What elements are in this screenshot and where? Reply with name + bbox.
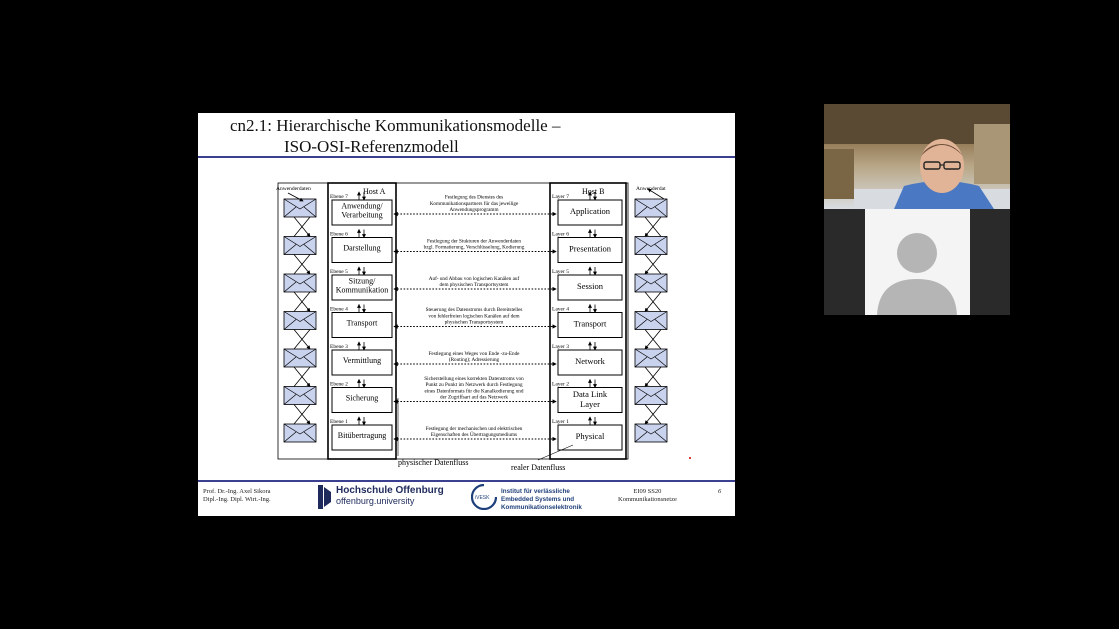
host-b-layer-name-7: Application	[569, 206, 611, 216]
host-a-layer-name-2: Sicherung	[345, 393, 379, 403]
footer-course	[618, 488, 677, 504]
red-dot	[689, 457, 691, 459]
layer-description-2: Sicherstellung eines korrekten Datenstroms von	[424, 375, 524, 382]
avatar-background	[865, 209, 970, 315]
layer-description-6: bzgl. Formatierung, Verschlüsselung, Kodierung	[423, 244, 525, 251]
layer-description-4: Steuerung des Datenstroms durch Bereitstelles	[425, 307, 523, 314]
slide-title-line2: ISO-OSI-Referenzmodell	[284, 137, 459, 156]
slide-title-line1: cn2.1: Hierarchische Kommunikationsmodelle –	[230, 116, 561, 135]
host-b-layer-name-1: Physical	[575, 431, 605, 441]
host-a-layer-name-4: Transport	[346, 318, 378, 328]
layer-description-5: dem physischen Transportsystem	[439, 282, 509, 288]
host-a-level-7: Ebene 7	[330, 194, 348, 200]
participant-avatar-tile[interactable]	[824, 209, 1010, 315]
host-a-layer-name-5: Kommunikation	[335, 285, 389, 295]
layer-description-2: Punkt zu Punkt im Netzwerk durch Festlegung	[425, 382, 523, 389]
host-a-layer-name-7: Verarbeitung	[341, 210, 383, 220]
layer-description-1: Eigenschaften des Übertragungsmediums	[430, 432, 518, 438]
host-a-layer-name-6: Darstellung	[343, 243, 381, 253]
host-a-level-2: Ebene 2	[330, 381, 348, 388]
host-b-level-7: Layer 7	[552, 194, 569, 200]
host-b-layer-name-3: Network	[575, 356, 605, 366]
host-a-level-4: Ebene 4	[330, 306, 348, 313]
course-code: EI09 SS20	[633, 488, 662, 495]
ivesk-logo	[471, 484, 621, 516]
footer-divider	[198, 480, 735, 482]
host-b-layer-name-2: Data Link	[572, 389, 608, 399]
layer-description-7: Kommunikationspartners für das jeweilige	[429, 200, 519, 207]
layer-description-7: Anwendungsprogramm	[449, 207, 499, 213]
layer-description-6: Festlegung der Stukturen der Anwenderdaten	[427, 238, 521, 245]
osi-diagram	[198, 113, 735, 480]
layer-description-5: Auf- und Abbau von logischen Kanälen auf	[428, 275, 520, 282]
university-subtitle: offenburg.university	[336, 496, 415, 506]
host-b-layer-name-6: Presentation	[568, 243, 612, 254]
layer-description-1: Festlegung der mechanischen und elektrischen	[425, 425, 523, 432]
host-b-level-1: Layer 1	[552, 419, 569, 425]
host-b-level-5: Layer 5	[552, 269, 569, 275]
host-b-level-4: Layer 4	[552, 306, 569, 313]
hochschule-logo	[318, 485, 448, 511]
host-b-label: Host B	[582, 187, 605, 196]
hochschule-mark-icon	[318, 485, 331, 509]
footer-author-2: Dipl.-Ing. Dipl. Wirt.-Ing.	[203, 496, 271, 503]
host-a-level-5: Ebene 5	[330, 269, 348, 275]
ivesk-mark-icon	[471, 484, 497, 510]
host-a-label: Host A	[363, 187, 386, 196]
host-b-layer-name-4: Transport	[573, 318, 607, 329]
host-b-level-3: Layer 3	[552, 344, 569, 350]
host-a-layer-name-1: Bitübertragung	[337, 431, 387, 440]
participant-video-tile[interactable]	[824, 104, 1010, 209]
page-number: 6	[718, 488, 722, 495]
real-flow-label: realer Datenfluss	[511, 463, 566, 472]
footer-authors	[203, 488, 271, 504]
real-flow-pointer	[538, 445, 573, 460]
ivesk-abbr: iVESK	[475, 495, 490, 501]
host-a-layer-name-3: Vermittlung	[342, 356, 382, 365]
layer-description-2: der Zugriffsart auf das Netzwerk	[440, 394, 508, 401]
avatar-silhouette-icon	[865, 209, 970, 315]
anwenderdaten-left: Anwenderdaten	[276, 186, 311, 192]
host-a-level-6: Ebene 6	[330, 231, 348, 238]
institute-line-2: Embedded Systems und	[501, 496, 575, 503]
host-b-level-2: Layer 2	[552, 381, 569, 388]
host-a-layer-name-7: Anwendung/	[341, 201, 383, 211]
course-name: Kommunikationsnetze	[618, 496, 677, 503]
institute-line-1: Institut für verlässliche	[501, 488, 570, 495]
host-a-level-1: Ebene 1	[330, 419, 348, 425]
footer-author-1: Prof. Dr.-Ing. Axel Sikora	[203, 488, 271, 495]
layer-description-4: physischen Transportsystem	[444, 319, 504, 326]
institute-name	[501, 488, 582, 512]
host-a-level-3: Ebene 3	[330, 344, 348, 350]
university-name: Hochschule Offenburg	[336, 485, 444, 496]
participant-video-feed	[824, 104, 1010, 209]
host-b-layer-name-5: Session	[577, 281, 603, 291]
host-b-level-6: Layer 6	[552, 231, 569, 238]
layer-description-4: von fehlerfreien logischen Kanälen auf dem	[428, 313, 520, 320]
shared-slide	[198, 113, 735, 516]
physical-flow-label: physischer Datenfluss	[398, 458, 469, 467]
layer-stack	[284, 189, 667, 450]
layer-description-3: Festlegung eines Weges von Ende -zu-Ende	[428, 350, 520, 357]
layer-description-3: (Routing); Adressierung	[448, 357, 500, 363]
host-a-layer-name-5: Sitzung/	[348, 276, 376, 286]
layer-description-7: Festlegung des Dienstes des	[444, 194, 504, 201]
layer-description-2: eines Datenformats für die Kanalkodierung und	[424, 388, 524, 395]
institute-line-3: Kommunikationselektronik	[501, 504, 582, 511]
anwenderdaten-right: Anwenderdat	[636, 186, 666, 192]
host-b-layer-name-2: Layer	[580, 399, 600, 409]
